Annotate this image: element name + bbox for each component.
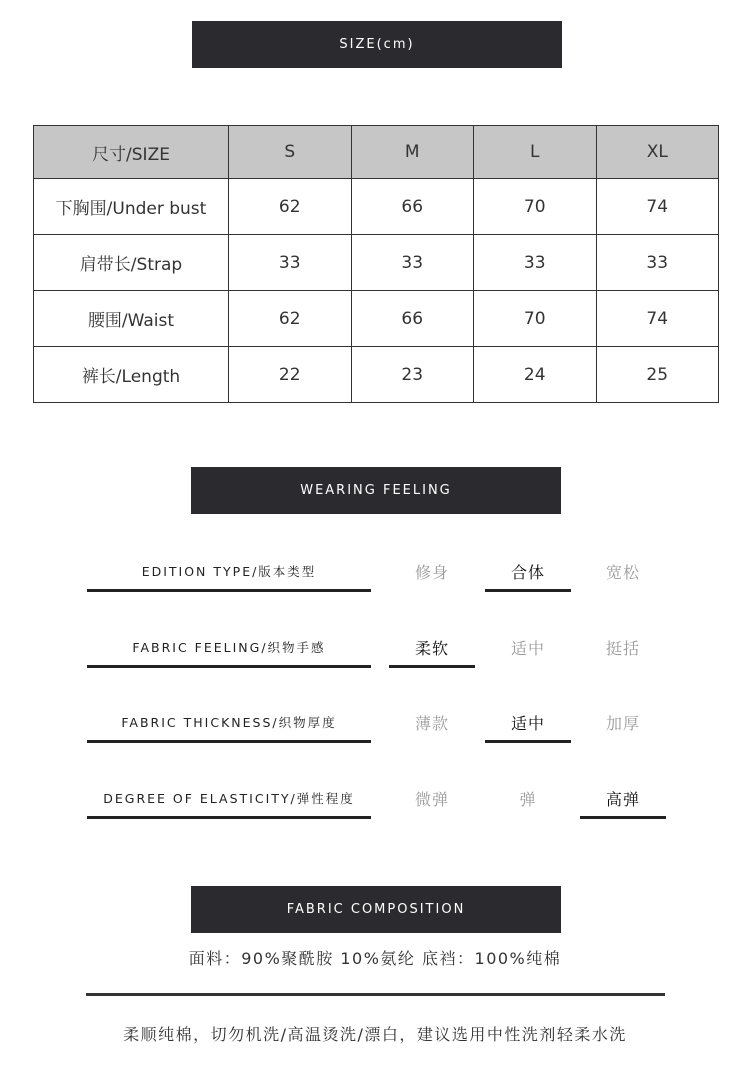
- composition-section-title: FABRIC COMPOSITION: [191, 886, 561, 933]
- feel-row-edition-type: [0, 553, 750, 603]
- feel-option: 柔软: [389, 629, 475, 668]
- row-label: 腰围/Waist: [34, 291, 229, 347]
- feel-option: 适中: [485, 704, 571, 743]
- table-cell: 70: [474, 291, 597, 347]
- feel-label: FABRIC THICKNESS/织物厚度: [87, 704, 371, 743]
- size-header-l: L: [474, 126, 597, 179]
- table-cell: 24: [474, 347, 597, 403]
- fabric-composition-text: 面料：90%聚酰胺 10%氨纶 底裆：100%纯棉: [188, 949, 562, 968]
- feel-row-fabric-thickness: [0, 704, 750, 754]
- size-table: [33, 125, 719, 403]
- table-cell: 70: [474, 179, 597, 235]
- size-table-header-row: [34, 126, 719, 179]
- size-header-m: M: [351, 126, 474, 179]
- table-cell: 33: [351, 235, 474, 291]
- feel-option: 弹: [519, 789, 537, 809]
- table-cell: 33: [474, 235, 597, 291]
- size-header-label: 尺寸/SIZE: [34, 126, 229, 179]
- table-cell: 62: [229, 179, 352, 235]
- table-cell: 33: [596, 235, 719, 291]
- care-instructions-text: 柔顺纯棉，切勿机洗/高温烫洗/漂白，建议选用中性洗剂轻柔水洗: [123, 1025, 627, 1044]
- feel-option: 高弹: [580, 780, 666, 819]
- table-cell: 25: [596, 347, 719, 403]
- feel-option: 挺括: [605, 638, 640, 658]
- table-row: [34, 291, 719, 347]
- table-cell: 62: [229, 291, 352, 347]
- feel-option: 宽松: [605, 562, 640, 582]
- feel-option: 修身: [414, 562, 449, 582]
- feel-option: 微弹: [414, 789, 449, 809]
- wearing-section-title: WEARING FEELING: [191, 467, 561, 514]
- feel-label: DEGREE OF ELASTICITY/弹性程度: [87, 780, 371, 819]
- row-label: 裤长/Length: [34, 347, 229, 403]
- feel-option: 薄款: [414, 713, 449, 733]
- feel-row-fabric-feeling: [0, 629, 750, 679]
- table-cell: 23: [351, 347, 474, 403]
- table-row: [34, 235, 719, 291]
- feel-option: 合体: [485, 553, 571, 592]
- table-cell: 66: [351, 179, 474, 235]
- feel-label: EDITION TYPE/版本类型: [87, 553, 371, 592]
- feel-row-elasticity: [0, 780, 750, 830]
- table-cell: 66: [351, 291, 474, 347]
- row-label: 下胸围/Under bust: [34, 179, 229, 235]
- table-cell: 74: [596, 291, 719, 347]
- divider: [86, 993, 665, 996]
- table-row: [34, 347, 719, 403]
- table-cell: 22: [229, 347, 352, 403]
- feel-label: FABRIC FEELING/织物手感: [87, 629, 371, 668]
- size-header-s: S: [229, 126, 352, 179]
- table-cell: 33: [229, 235, 352, 291]
- table-row: [34, 179, 719, 235]
- table-cell: 74: [596, 179, 719, 235]
- row-label: 肩带长/Strap: [34, 235, 229, 291]
- feel-option: 适中: [510, 638, 545, 658]
- size-section-title: SIZE(cm): [192, 21, 562, 68]
- size-header-xl: XL: [596, 126, 719, 179]
- feel-option: 加厚: [605, 713, 640, 733]
